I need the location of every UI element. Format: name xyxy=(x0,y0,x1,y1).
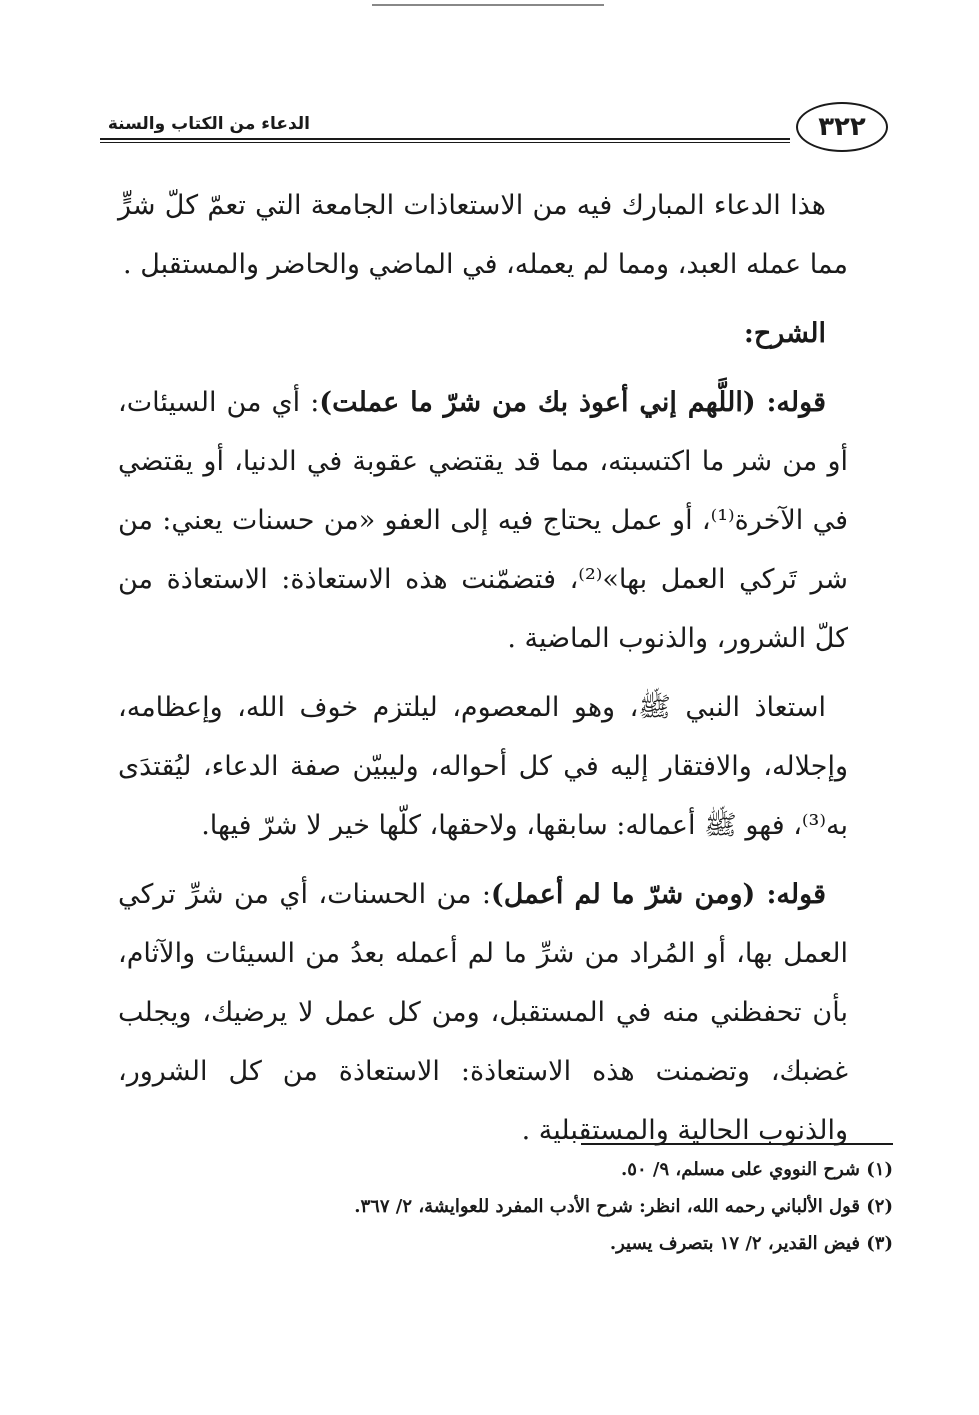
footnote-2: (٢) قول الألباني رحمه الله، انظر: شرح الأدب المفرد للعوايشة، ٢/ ٣٦٧. xyxy=(354,1196,893,1217)
page-body xyxy=(118,176,848,1160)
explanation-paragraph-1 xyxy=(118,373,848,668)
footnote-separator xyxy=(581,1143,893,1145)
header-double-rule xyxy=(100,138,790,143)
page-header xyxy=(100,96,890,156)
quoted-phrase: (اللَّهم إني أعوذ بك من شرّ ما عملت) xyxy=(319,387,756,418)
running-title: الدعاء من الكتاب والسنة xyxy=(107,114,310,134)
paragraph-lead: قوله: xyxy=(755,387,826,418)
footnote-3: (٣) فيض القدير، ٢/ ١٧ بتصرف يسير. xyxy=(609,1233,893,1254)
paragraph-lead: قوله: xyxy=(755,879,826,910)
explanation-paragraph-3 xyxy=(118,865,848,1160)
quoted-phrase: (ومن شرّ ما لم أعمل) xyxy=(490,879,756,910)
paragraph-text: : من الحسنات، أي من شرِّ تركي العمل بها، أو المُراد من شرِّ ما لم أعمله بعدُ من السيئات والآثام، بأن تحفظني منه في المستقبل، ومن كل عمل لا يرضيك، ويجلب غضبك، وتضمنت هذه الاستعاذة: الاستعاذة من كل الشرور، والذنوب الحالية والمستقبلية . xyxy=(118,879,848,1146)
paragraph-text: : أي من السيئات، أو من شر ما اكتسبته، مما قد يقتضي عقوبة في الدنيا، أو يقتضي في الآخرة⁽¹⁾، أو عمل يحتاج فيه إلى العفو «من حسنات يعني: من شر تَركي العمل بها»⁽²⁾، فتضمّنت هذه الاستعاذة: الاستعاذة من كلّ الشرور، والذنوب الماضية . xyxy=(118,387,848,654)
footnote-1: (١) شرح النووي على مسلم، ٩/ ٥٠. xyxy=(621,1159,893,1180)
intro-paragraph: هذا الدعاء المبارك فيه من الاستعاذات الجامعة التي تعمّ كلّ شرٍّ مما عمله العبد، ومما لم يعمله، في الماضي والحاضر والمستقبل . xyxy=(118,190,848,280)
explanation-paragraph-2: استعاذ النبي ﷺ، وهو المعصوم، ليلتزم خوف الله، وإعظامه، وإجلاله، والافتقار إليه في كل أحواله، وليبيّن صفة الدعاء، ليُقتدَى به⁽³⁾، فهو ﷺ أعماله: سابقها، ولاحقها، كلّها خير لا شرّ فيها. xyxy=(118,692,848,841)
footnotes xyxy=(133,1151,893,1262)
section-heading: الشرح: xyxy=(743,318,826,349)
top-edge-rule xyxy=(372,4,604,6)
page-number: ٣٢٢ xyxy=(796,102,888,152)
